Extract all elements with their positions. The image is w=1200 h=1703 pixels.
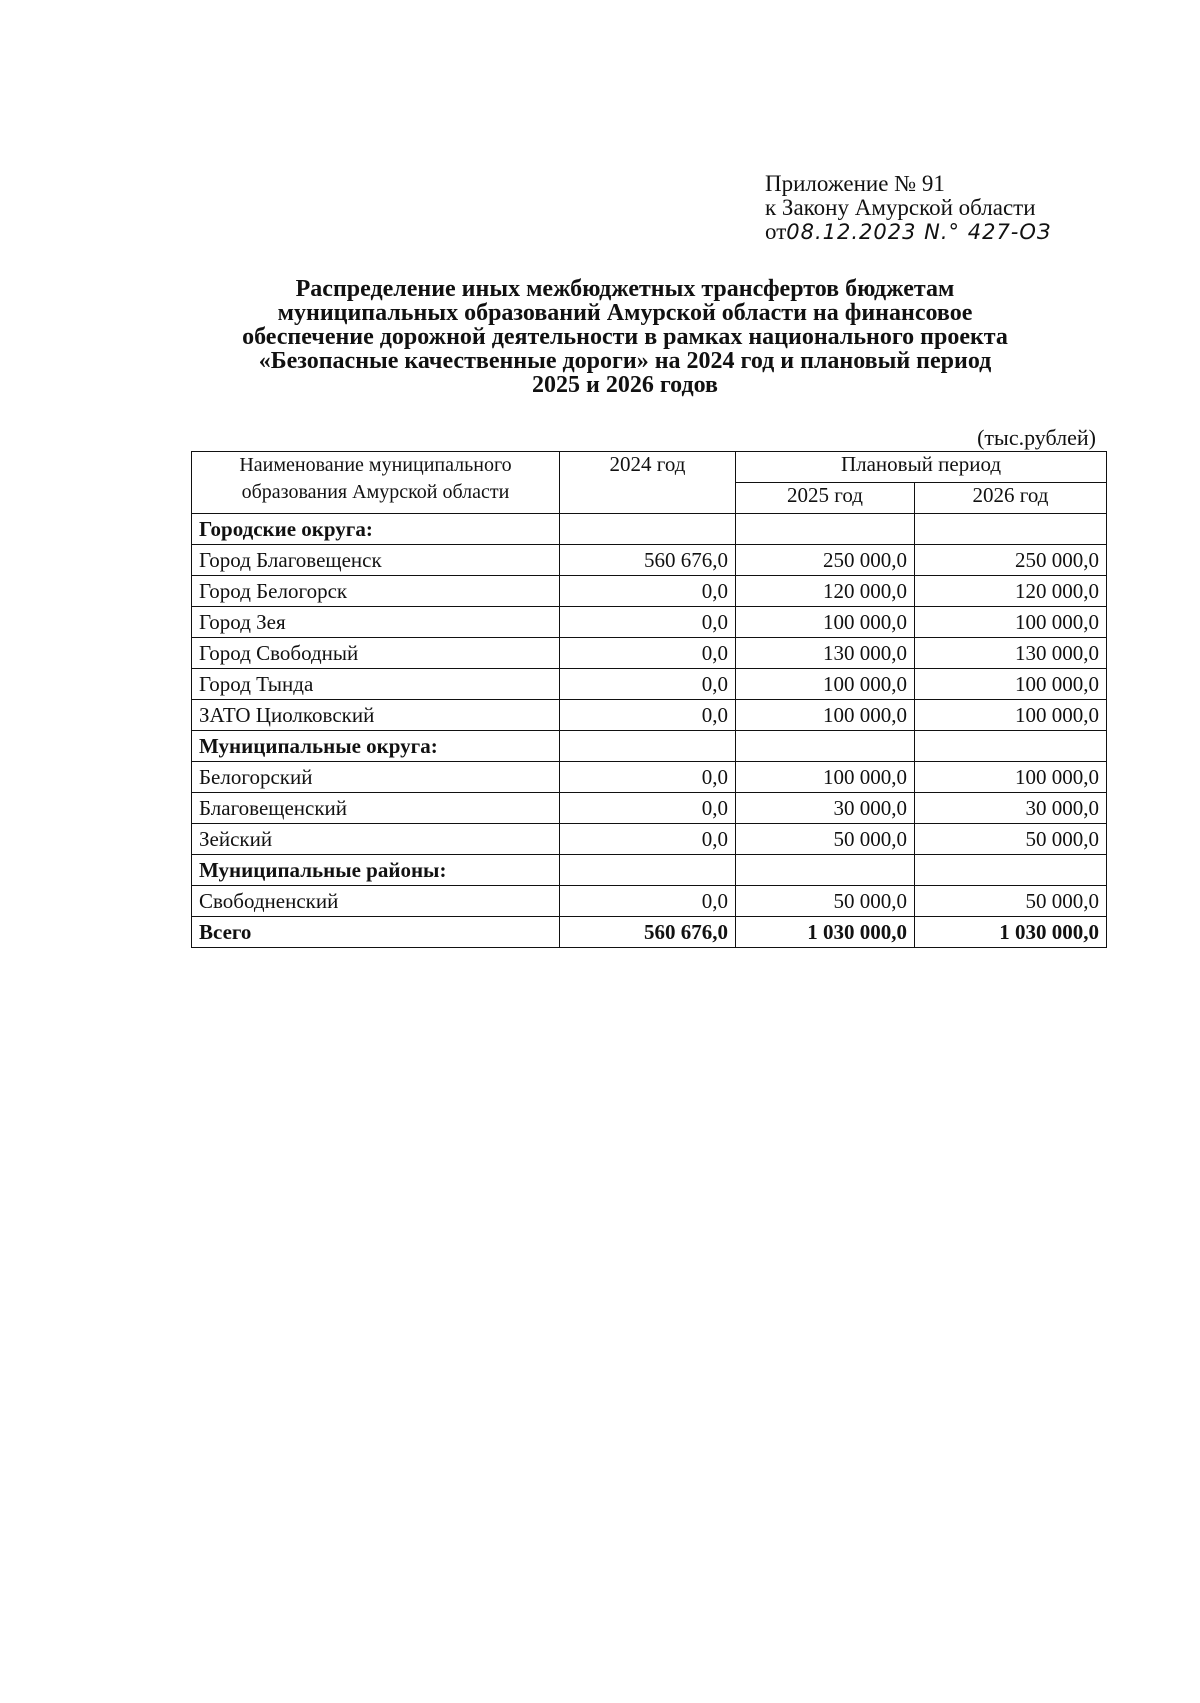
- table-row: [192, 607, 1107, 638]
- municipality-name: Свободненский: [192, 886, 560, 917]
- appendix-block: [765, 172, 1165, 244]
- title-line-1: Распределение иных межбюджетных трансфертов бюджетам: [295, 276, 955, 302]
- value-2026: 100 000,0: [915, 669, 1107, 700]
- value-2025: 100 000,0: [736, 607, 915, 638]
- empty-cell: [560, 731, 736, 762]
- value-2026: 120 000,0: [915, 576, 1107, 607]
- value-2025: 100 000,0: [736, 700, 915, 731]
- value-2024: 0,0: [560, 607, 736, 638]
- header-year-2026: 2026 год: [915, 483, 1107, 514]
- handwritten-date-number: 08.12.2023 N.° 427-ОЗ: [786, 220, 1052, 244]
- value-2026: 130 000,0: [915, 638, 1107, 669]
- value-2025: 50 000,0: [736, 824, 915, 855]
- empty-cell: [736, 731, 915, 762]
- value-2024: 0,0: [560, 638, 736, 669]
- section-row: [192, 855, 1107, 886]
- value-2025: 30 000,0: [736, 793, 915, 824]
- table-header-row-1: [192, 452, 1107, 483]
- total-2025: 1 030 000,0: [736, 917, 915, 948]
- header-year-2024: 2024 год: [560, 452, 736, 514]
- value-2024: 0,0: [560, 669, 736, 700]
- value-2024: 0,0: [560, 886, 736, 917]
- table-row: [192, 824, 1107, 855]
- section-label: Муниципальные округа:: [192, 731, 560, 762]
- total-row: [192, 917, 1107, 948]
- total-2026: 1 030 000,0: [915, 917, 1107, 948]
- value-2025: 100 000,0: [736, 669, 915, 700]
- total-2024: 560 676,0: [560, 917, 736, 948]
- header-year-2025: 2025 год: [736, 483, 915, 514]
- empty-cell: [915, 731, 1107, 762]
- header-planned-period: Плановый период: [736, 452, 1107, 483]
- table-row: [192, 576, 1107, 607]
- title-line-2: муниципальных образований Амурской области на финансовое: [277, 300, 973, 326]
- municipality-name: Город Тында: [192, 669, 560, 700]
- value-2024: 0,0: [560, 700, 736, 731]
- municipality-name: Город Свободный: [192, 638, 560, 669]
- appendix-number: Приложение № 91: [765, 171, 945, 196]
- empty-cell: [915, 514, 1107, 545]
- header-municipality-line-2: образования Амурской области: [241, 481, 510, 503]
- empty-cell: [736, 855, 915, 886]
- table-row: [192, 669, 1107, 700]
- municipality-name: Город Белогорск: [192, 576, 560, 607]
- appendix-date-prefix: от: [765, 219, 787, 244]
- value-2026: 100 000,0: [915, 762, 1107, 793]
- municipality-name: Город Зея: [192, 607, 560, 638]
- table-row: [192, 886, 1107, 917]
- section-row: [192, 514, 1107, 545]
- empty-cell: [560, 514, 736, 545]
- value-2024: 0,0: [560, 762, 736, 793]
- value-2024: 0,0: [560, 793, 736, 824]
- table-row: [192, 545, 1107, 576]
- value-2025: 100 000,0: [736, 762, 915, 793]
- allocation-table: [191, 451, 1107, 948]
- title-line-4: «Безопасные качественные дороги» на 2024 год и плановый период: [258, 348, 992, 374]
- total-label: Всего: [192, 917, 560, 948]
- municipality-name: ЗАТО Циолковский: [192, 700, 560, 731]
- value-2025: 120 000,0: [736, 576, 915, 607]
- empty-cell: [736, 514, 915, 545]
- value-2026: 100 000,0: [915, 607, 1107, 638]
- municipality-name: Белогорский: [192, 762, 560, 793]
- table-row: [192, 793, 1107, 824]
- empty-cell: [915, 855, 1107, 886]
- value-2024: 560 676,0: [560, 545, 736, 576]
- section-label: Городские округа:: [192, 514, 560, 545]
- value-2024: 0,0: [560, 576, 736, 607]
- table-row: [192, 700, 1107, 731]
- title-line-5: 2025 и 2026 годов: [532, 372, 718, 398]
- municipality-name: Зейский: [192, 824, 560, 855]
- appendix-law-reference: к Закону Амурской области: [765, 195, 1036, 220]
- empty-cell: [560, 855, 736, 886]
- value-2026: 100 000,0: [915, 700, 1107, 731]
- document-title: [190, 277, 1060, 397]
- table-row: [192, 638, 1107, 669]
- value-2025: 250 000,0: [736, 545, 915, 576]
- section-row: [192, 731, 1107, 762]
- value-2026: 50 000,0: [915, 886, 1107, 917]
- value-2026: 30 000,0: [915, 793, 1107, 824]
- value-2026: 250 000,0: [915, 545, 1107, 576]
- value-2024: 0,0: [560, 824, 736, 855]
- value-2026: 50 000,0: [915, 824, 1107, 855]
- municipality-name: Благовещенский: [192, 793, 560, 824]
- value-2025: 50 000,0: [736, 886, 915, 917]
- section-label: Муниципальные районы:: [192, 855, 560, 886]
- table-row: [192, 762, 1107, 793]
- header-municipality: [192, 452, 560, 514]
- units-label: (тыс.рублей): [977, 425, 1096, 450]
- header-municipality-line-1: Наименование муниципального: [239, 454, 512, 476]
- municipality-name: Город Благовещенск: [192, 545, 560, 576]
- appendix-date-line: [765, 220, 1165, 244]
- title-line-3: обеспечение дорожной деятельности в рамках национального проекта: [242, 324, 1008, 350]
- value-2025: 130 000,0: [736, 638, 915, 669]
